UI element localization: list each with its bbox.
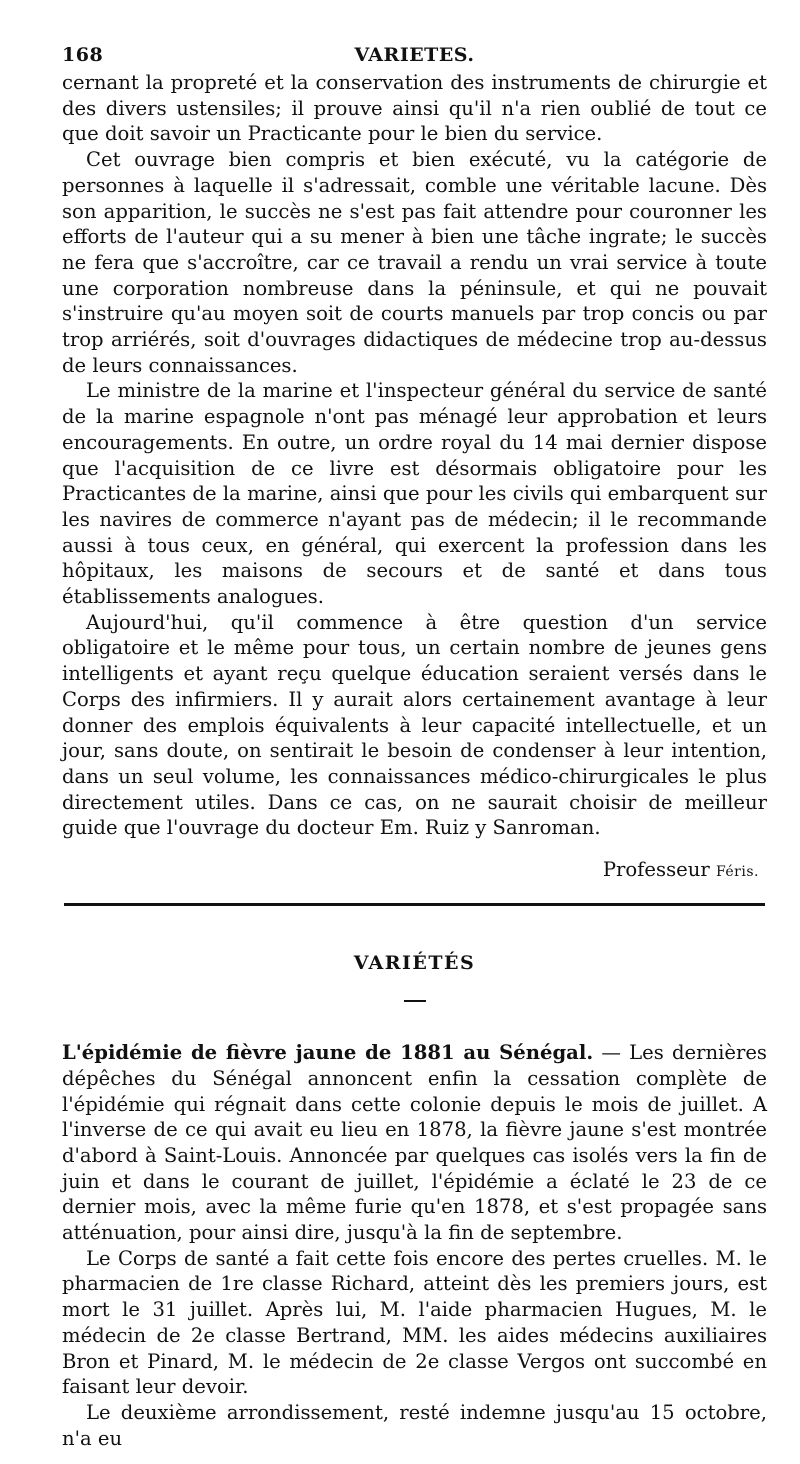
signature [62,857,759,885]
section-title: VARIÉTÉS [353,952,476,975]
article-paragraph: Le deuxième arrondissement, resté indemne jusqu'au 15 octobre, n'a eu [62,1400,767,1450]
title-dash [404,1000,426,1002]
article-lead: — Les dernières dépêches du Sénégal annoncent enfin la cessation complète de l'épidémie qui régnait dans cette colonie depuis le mois de juillet. A l'inverse de ce qui avait eu lieu en 1878, la fièvre jaune s'est montrée d'abord à Saint-Louis. Annoncée par quelques cas isolés vers la fin de juin et dans le courant de juillet, l'épidémie a éclaté le 23 de ce dernier mois, avec la même furie qu'en 1878, et s'est propagée sans atténuation, pour ainsi dire, jusqu'à la fin de septembre. [62,1041,767,1245]
article-paragraph: Le Corps de santé a fait cette fois encore des pertes cruelles. M. le pharmacien de 1re classe Richard, atteint dès les premiers jours, est mort le 31 juillet. Après lui, M. l'aide pharmacien Hugues, M. le médecin de 2e classe Bertrand, MM. les aides médecins auxiliaires Bron et Pinard, M. le médecin de 2e classe Vergos ont succombé en faisant leur devoir. [62,1246,767,1399]
article [62,1040,767,1451]
document-page [62,40,767,1451]
article-title: L'épidémie de fièvre jaune de 1881 au Sénégal. [62,1041,594,1065]
article-paragraph [62,1040,767,1246]
review-text [62,70,767,841]
signature-prefix: Professeur [602,858,716,882]
page-number: 168 [62,44,104,66]
paragraph: Le ministre de la marine et l'inspecteur général du service de santé de la marine espagnole n'ont pas ménagé leur approbation et leurs encouragements. En outre, un ordre royal du 14 mai dernier dispose que l'acquisition de ce livre est désormais obligatoire pour les Practicantes de la marine, ainsi que pour les civils qui embarquent sur les navires de commerce n'ayant pas de médecin; il le recommande aussi à tous ceux, en général, qui exercent la profession dans les hôpitaux, les maisons de secours et de santé et dans tous établissements analogues. [62,379,767,609]
paragraph: Cet ouvrage bien compris et bien exécuté, vu la catégorie de personnes à laquelle il s'adressait, comble une véritable lacune. Dès son apparition, le succès ne s'est pas fait attendre pour couronner les efforts de l'auteur qui a su mener à bien une tâche ingrate; le succès ne fera que s'accroître, car ce travail a rendu un vrai service à toute une corporation nombreuse dans la péninsule, et qui ne pouvait s'instruire qu'au moyen soit de courts manuels par trop concis ou par trop arriérés, soit d'ouvrages didactiques de médecine trop au-dessus de leurs connaissances. [62,148,767,377]
paragraph: cernant la propreté et la conservation des instruments de chirurgie et des divers ustensiles; il prouve ainsi qu'il n'a rien oublié de tout ce que doit savoir un Practicante pour le bien du service. [62,71,767,146]
section-divider [64,903,765,906]
signature-name: Féris. [715,864,759,881]
running-title: VARIETES. [354,44,475,66]
paragraph: Aujourd'hui, qu'il commence à être question d'un service obligatoire et le même pour tous, un certain nombre de jeunes gens intelligents et ayant reçu quelque éducation seraient versés dans le Corps des infirmiers. Il y aurait alors certainement avantage à leur donner des emplois équivalents à leur capacité intellectuelle, et un jour, sans doute, on sentirait le besoin de condenser à leur intention, dans un seul volume, les connaissances médico-chirurgicales le plus directement utiles. Dans ce cas, on ne saurait choisir de meilleur guide que l'ouvrage du docteur Em. Ruiz y Sanroman. [62,610,767,840]
running-head [62,40,767,70]
